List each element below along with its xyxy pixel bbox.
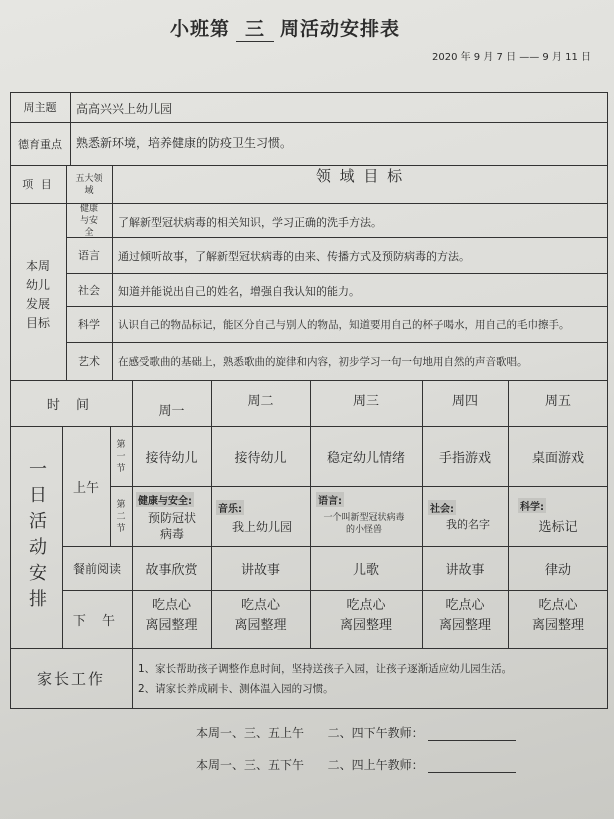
morning-label: 上午 (72, 480, 99, 496)
divider (62, 590, 608, 591)
afternoon-thursday (422, 596, 508, 636)
domain-goal-header: 领 域 目 标 (315, 166, 405, 185)
table-border-bottom (10, 708, 608, 709)
weekly-goals-section-label: 本周幼儿发展目标 (25, 259, 50, 330)
period2-label: 第二节 (116, 500, 126, 534)
divider (70, 92, 71, 165)
teacher-line-1 (196, 724, 516, 741)
divider (10, 122, 608, 123)
daily-activity-label: 一日活动安排 (26, 459, 47, 615)
teacher-line-1-left: 本周一、三、五上午 (196, 726, 305, 740)
period2-activity-wednesday: 一个叫新型冠状病毒的小怪兽 (323, 513, 405, 535)
day-monday: 周一 (158, 403, 185, 419)
day-friday: 周五 (544, 393, 571, 409)
period1-wednesday: 稳定幼儿情绪 (326, 450, 405, 466)
divider (66, 342, 608, 343)
premeal-tuesday: 讲故事 (240, 562, 280, 578)
date-range: 2020 年 9 月 7 日 —— 9 月 11 日 (432, 52, 592, 63)
afternoon-friday (508, 596, 608, 636)
time-label: 时 间 (46, 397, 96, 413)
afternoon-tuesday (211, 596, 310, 636)
afternoon-line1-friday: 吃点心 (538, 598, 578, 613)
teacher-signature-blank-2 (428, 758, 516, 773)
day-thursday: 周四 (451, 393, 478, 409)
afternoon-line1-wednesday: 吃点心 (346, 598, 386, 613)
divider (66, 273, 608, 274)
title-suffix: 周活动安排表 (280, 18, 401, 40)
daily-activity-section (12, 430, 60, 644)
teacher-signature-blank-1 (428, 726, 516, 741)
afternoon-line1-thursday: 吃点心 (445, 598, 485, 613)
parents-work-label: 家长工作 (36, 669, 105, 688)
afternoon-label: 下 午 (72, 613, 122, 629)
table-border-top (10, 92, 608, 93)
divider (66, 237, 608, 238)
divider (110, 486, 608, 487)
goal-domain-art: 艺术 (78, 355, 100, 368)
week-number: 三 (236, 14, 274, 42)
moral-value: 熟悉新环境，培养健康的防疫卫生习惯。 (76, 136, 293, 150)
parents-work-item-2: 2、请家长养成刷卡、测体温入园的习惯。 (138, 683, 334, 695)
teacher-line-1-right: 二、四下午教师： (327, 726, 424, 740)
premeal-friday: 律动 (544, 562, 571, 578)
premeal-wednesday: 儿歌 (352, 562, 379, 578)
period2-domain-friday: 科学: (518, 498, 546, 513)
afternoon-line2-wednesday: 离园整理 (339, 618, 392, 633)
afternoon-line2-friday: 离园整理 (531, 618, 584, 633)
afternoon-monday (132, 596, 211, 636)
goal-domain-health: 健康与安全 (79, 204, 98, 238)
period1-friday: 桌面游戏 (531, 450, 584, 466)
afternoon-line2-tuesday: 离园整理 (234, 618, 287, 633)
goal-text-social: 知道并能说出自己的姓名，增强自我认知的能力。 (118, 285, 360, 298)
period2-domain-wednesday: 语言: (316, 492, 344, 507)
parents-work-item-1: 1、家长帮助孩子调整作息时间，坚持送孩子入园，让孩子逐渐适应幼儿园生活。 (138, 663, 513, 675)
afternoon-wednesday (310, 596, 422, 636)
goal-domain-science: 科学 (78, 318, 100, 331)
period2-activity-tuesday: 我上幼儿园 (231, 519, 292, 534)
divider (132, 648, 133, 708)
project-label: 项 目 (22, 178, 54, 191)
period2-domain-tuesday: 音乐: (216, 500, 244, 515)
theme-label: 周主题 (23, 101, 57, 114)
goal-text-health: 了解新型冠状病毒的相关知识，学习正确的洗手方法。 (118, 216, 382, 229)
teacher-line-2 (196, 756, 516, 773)
goal-domain-language: 语言 (78, 249, 100, 262)
premeal-label: 餐前阅读 (72, 561, 121, 576)
period2-activity-friday: 选标记 (538, 519, 578, 535)
moral-label: 德育重点 (18, 137, 62, 151)
period2-activity-monday: 预防冠状病毒 (147, 511, 196, 541)
goal-domain-social: 社会 (78, 283, 100, 297)
teacher-line-2-left: 本周一、三、五下午 (196, 758, 305, 772)
goal-text-science: 认识自己的物品标记，能区分自己与别人的物品，知道要用自己的杯子喝水，用自己的毛巾擦手。 (118, 319, 570, 331)
afternoon-line1-tuesday: 吃点心 (240, 598, 280, 613)
day-tuesday: 周二 (247, 393, 274, 409)
theme-value: 高高兴兴上幼儿园 (76, 102, 173, 116)
period2-activity-thursday: 我的名字 (446, 518, 490, 531)
afternoon-line1-monday: 吃点心 (151, 598, 191, 613)
five-domains-label: 五大领域 (75, 174, 103, 196)
period1-tuesday: 接待幼儿 (234, 450, 287, 466)
period1-thursday: 手指游戏 (438, 450, 491, 466)
divider (66, 306, 608, 307)
period2-domain-thursday: 社会: (428, 500, 456, 515)
premeal-thursday: 讲故事 (445, 562, 485, 578)
goal-text-language: 通过倾听故事，了解新型冠状病毒的由来、传播方式及预防病毒的方法。 (118, 250, 470, 263)
premeal-monday: 故事欣赏 (145, 562, 198, 578)
title-prefix: 小班第 (170, 18, 231, 40)
goal-text-art: 在感受歌曲的基础上，熟悉歌曲的旋律和内容，初步学习一句一句地用自然的声音歌唱。 (118, 356, 528, 368)
period1-label: 第一节 (116, 440, 126, 474)
afternoon-line2-monday: 离园整理 (145, 618, 198, 633)
day-wednesday: 周三 (352, 393, 379, 409)
afternoon-line2-thursday: 离园整理 (438, 618, 491, 633)
period2-domain-monday: 健康与安全: (136, 492, 194, 507)
teacher-line-2-right: 二、四上午教师： (327, 758, 424, 772)
page-title (170, 14, 400, 42)
period1-monday: 接待幼儿 (145, 450, 198, 466)
